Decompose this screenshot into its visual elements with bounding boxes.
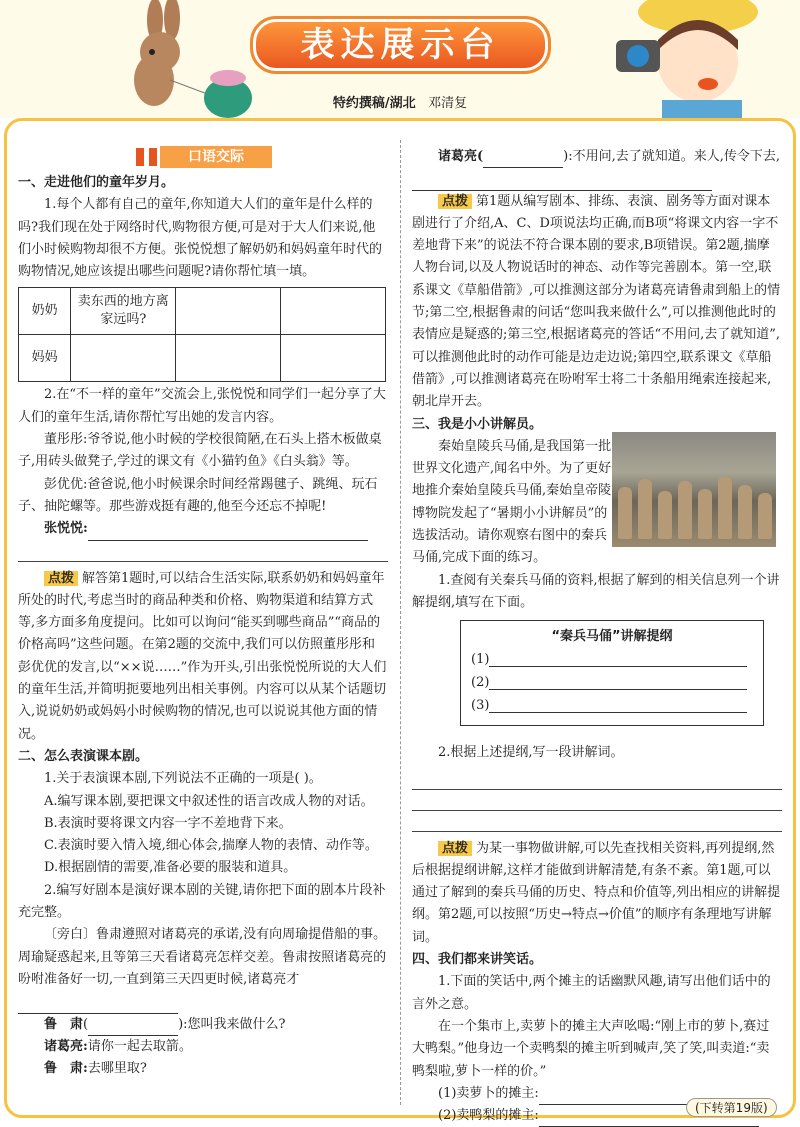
page-header xyxy=(0,0,800,118)
speaker-zhang: 张悦悦: xyxy=(44,521,88,537)
answer-blank[interactable] xyxy=(412,769,782,790)
tip-1-text: 解答第1题时,可以结合生活实际,联系奶奶和妈妈童年所处的时代,考虑当时的商品种类和价格、购物渠道和结算方式等,多方面多角度提问。比如可以询问“能买到哪些商品”“商品的价格高吗”这些问题。在第2题的交流中,我们可以仿照董彤彤和彭优优的发言,以“××说……”作为开头,引出张悦悦所说的大人们的童年生活,并简明扼要地列出相关事例。内容可以从某个话题切入,说说奶奶或妈妈小时候购物的情况,也可以说说其他方面的情况。 xyxy=(18,570,387,742)
outline-item xyxy=(471,650,763,667)
outline-title: “秦兵马俑”讲解提纲 xyxy=(551,629,673,644)
line-text: 去哪里取? xyxy=(87,1061,147,1077)
option-d: D.根据剧情的需要,准备必要的服装和道具。 xyxy=(44,860,297,876)
section-badge xyxy=(136,146,276,168)
answer-blank[interactable] xyxy=(489,673,747,690)
byline-author: 邓清复 xyxy=(428,96,468,111)
line-text: ):不用问,去了就知道。来人,传令下去, xyxy=(563,149,781,164)
table-cell[interactable] xyxy=(281,288,386,335)
table-cell[interactable]: 卖东西的地方离家远吗? xyxy=(71,288,176,335)
narration xyxy=(18,924,388,1013)
speaker-lusu: 鲁 肃: xyxy=(44,1061,88,1077)
table-cell[interactable] xyxy=(176,335,281,382)
left-column xyxy=(18,172,388,1080)
speech-zhang xyxy=(18,518,388,540)
answer-label: (2)卖鸭梨的摊主: xyxy=(438,1108,539,1124)
speech-dong: 董彤彤:爷爷说,他小时候的学校很简陋,在石头上搭木板做桌子,用砖头做凳子,学过的课文有《小猫钓鱼》《白头翁》等。 xyxy=(18,432,382,470)
joke-text: 在一个集市上,卖萝卜的摊主大声吆喝:“刚上市的萝卜,赛过大鸭梨。”他身边一个卖鸭梨的摊主听到喊声,笑了笑,叫卖道:“卖鸭梨啦,萝卜一样的价。” xyxy=(412,1018,770,1079)
section-2-title: 二、怎么表演课本剧。 xyxy=(18,748,149,764)
section-3-intro-text: 秦始皇陵兵马俑,是我国第一批世界文化遗产,闻名中外。为了更好地推介秦始皇陵兵马俑,秦始皇帝陵博物院发起了“暑期小小讲解员”的选拔活动。请你观察右图中的秦兵马俑,完成下面的练习。 xyxy=(412,438,612,566)
answer-label: (1)卖萝卜的摊主: xyxy=(438,1085,539,1101)
answer-blank[interactable] xyxy=(489,650,747,667)
question-2-1: 1.关于表演课本剧,下列说法不正确的一项是( )。 xyxy=(44,771,322,787)
question-1-2: 2.在“不一样的童年”交流会上,张悦悦和同学们一起分享了大人们的童年生活,请你帮忙写出她的发言内容。 xyxy=(18,387,386,425)
section-1-title: 一、走进他们的童年岁月。 xyxy=(18,175,175,190)
table-row xyxy=(19,288,386,335)
section-4-title: 四、我们都来讲笑话。 xyxy=(412,952,543,968)
table-cell[interactable] xyxy=(71,335,176,382)
outline-item xyxy=(471,696,763,713)
question-3-2: 2.根据上述提纲,写一段讲解词。 xyxy=(438,745,624,761)
speaker-zhuge: 诸葛亮: xyxy=(44,1038,88,1054)
outline-box xyxy=(460,620,764,726)
table-row-head: 妈妈 xyxy=(19,335,71,382)
tip-3-text: 为某一事物做讲解,可以先查找相关资料,再列提纲,然后根据提纲讲解,这样才能做到讲解清楚,有条不紊。第1题,可以通过了解到的秦兵马俑的历史、特点和价值等,列出相应的讲解提纲。第2题,可以按照“历史→特点→价值”的顺序有条理地写讲解词。 xyxy=(412,840,781,945)
tip-label: 点拨 xyxy=(438,194,472,209)
continued-note: (下转第19版) xyxy=(686,1098,777,1117)
column-divider xyxy=(400,140,401,1105)
speaker-lusu: 鲁 肃 xyxy=(44,1016,84,1032)
section-3-title: 三、我是小小讲解员。 xyxy=(412,416,543,432)
byline-label: 特约撰稿/湖北 xyxy=(332,96,416,111)
answer-blank[interactable] xyxy=(483,151,563,168)
section-badge-label: 口语交际 xyxy=(160,146,272,168)
line-text: 请你一起去取箭。 xyxy=(87,1038,192,1054)
narration-text: 鲁肃遵照对诸葛亮的承诺,没有向周瑜提借船的事。周瑜疑惑起来,且等第三天看诸葛亮怎样交差。鲁肃按照诸葛亮的吩咐准备好一切,一直到第三天四更时候,诸葛亮才 xyxy=(18,927,387,987)
page-title: 表达展示台 xyxy=(250,16,551,74)
table-cell[interactable] xyxy=(281,335,386,382)
option-b: B.表演时要将课文内容一字不差地背下来。 xyxy=(44,815,292,831)
question-1-1: 1.每个人都有自己的童年,你知道大人们的童年是什么样的吗?我们现在处于网络时代,购物很方便,可是对于大人们来说,他们小时候购物却很不方便。张悦悦想了解奶奶和妈妈童年时代的购物情况,她应该提出哪些问题呢?请你帮忙填一填。 xyxy=(18,197,383,280)
girl-with-camera-illustration xyxy=(598,0,798,118)
outline-item-label: (1) xyxy=(471,652,490,667)
answer-blank[interactable] xyxy=(412,790,782,811)
answer-blank[interactable] xyxy=(489,696,747,713)
tip-2-text: 第1题从编写剧本、排练、表演、剧务等方面对课本剧进行了介绍,A、C、D项说法均正确,而B项“将课文内容一字不差地背下来”的说法不符合课本剧的要求,B项错误。第2题,揣摩人物台词,以及人物说话时的神态、动作等完善剧本。第一空,联系课文《草船借箭》,可以推测这部分为诸葛亮请鲁肃到船上的情节;第二空,根据鲁肃的问话“您叫我来做什么”,可以推测他此时的表情应是疑惑的;第三空,根据诸葛亮的答话“不用问,去了就知道”,可以推测他此时的动作可能是边走边说;第四空,联系课文《草船借箭》,可以推测诸葛亮在吩咐军士将二十条船用绳索连接起来,朝北岸开去。 xyxy=(412,193,781,410)
terracotta-warriors-photo xyxy=(612,432,776,547)
tip-2 xyxy=(412,191,782,414)
speech-peng: 彭优优:爸爸说,他小时候课余时间经常踢毽子、跳绳、玩石子、抽陀螺等。那些游戏挺有趣的,他至今还忘不掉呢! xyxy=(18,476,378,514)
table-row xyxy=(19,335,386,382)
tip-label: 点拨 xyxy=(44,571,78,586)
tip-3 xyxy=(412,838,782,949)
answer-blank[interactable] xyxy=(88,1019,178,1036)
option-a: A.编写课本剧,要把课文中叙述性的语言改成人物的对话。 xyxy=(44,793,374,809)
badge-bars xyxy=(136,148,160,166)
script-line xyxy=(18,1058,388,1080)
option-c: C.表演时要入情入境,细心体会,揣摩人物的表情、动作等。 xyxy=(44,838,378,854)
speaker-zhuge: 诸葛亮( xyxy=(438,149,484,164)
outline-item-label: (2) xyxy=(471,675,490,690)
answer-blank[interactable] xyxy=(88,524,368,541)
answer-blank[interactable] xyxy=(412,174,712,191)
outline-item xyxy=(471,673,763,690)
answer-blank[interactable] xyxy=(18,541,388,562)
line-text: :您叫我来做什么? xyxy=(183,1016,286,1032)
script-line xyxy=(18,1036,388,1058)
question-2-2: 2.编写好剧本是演好课本剧的关键,请你把下面的剧本片段补充完整。 xyxy=(18,882,386,921)
narration-tag: 〔旁白〕 xyxy=(44,927,97,943)
table-cell[interactable] xyxy=(176,288,281,335)
table-row-head: 奶奶 xyxy=(19,288,71,335)
answer-blank[interactable] xyxy=(412,811,782,832)
question-table xyxy=(18,287,386,382)
tip-1 xyxy=(18,568,388,746)
script-line: 鲁 肃( ):您叫我来做什么? xyxy=(18,1014,388,1036)
question-3-1: 1.查阅有关秦兵马俑的资料,根据了解到的相关信息列一个讲解提纲,填写在下面。 xyxy=(412,572,780,610)
outline-item-label: (3) xyxy=(471,698,490,713)
script-line xyxy=(412,146,782,191)
question-4-1: 1.下面的笑话中,两个摊主的话幽默风趣,请写出他们话中的言外之意。 xyxy=(412,974,771,1012)
tip-label: 点拨 xyxy=(438,841,472,856)
answer-blank[interactable] xyxy=(18,997,178,1014)
